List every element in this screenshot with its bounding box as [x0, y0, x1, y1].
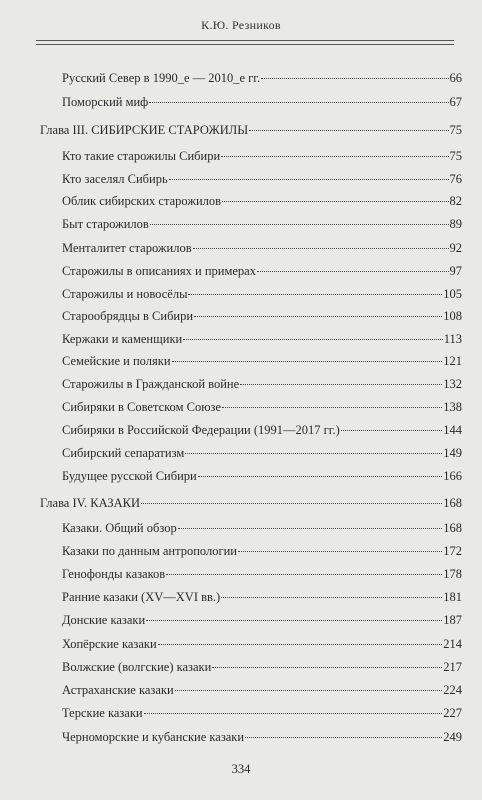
toc-entry: [62, 193, 462, 209]
toc-entry-page: 224: [443, 683, 462, 697]
toc-entry-page: 172: [443, 544, 462, 558]
toc-entry-title: Старожилы в описаниях и примерах: [62, 264, 256, 278]
dot-leader: [185, 452, 442, 454]
toc-entry-title: Сибирский сепаратизм: [62, 446, 185, 460]
toc-entry: [62, 263, 462, 279]
dot-leader: [221, 596, 442, 598]
toc-entry: [62, 566, 462, 582]
header-rule-thin: [36, 44, 454, 45]
toc-entry-title: Ранние казаки (XV—XVI вв.): [62, 590, 221, 604]
dot-leader: [221, 155, 448, 157]
toc-entry-page: 66: [449, 71, 462, 85]
toc-entry: [62, 308, 462, 324]
toc-entry-title: Старожилы и новосёлы: [62, 287, 188, 301]
toc-entry: [62, 445, 462, 461]
toc-entry: [62, 399, 462, 415]
toc-entry-title: Русский Север в 1990_е — 2010_е гг.: [62, 71, 261, 85]
dot-leader: [194, 315, 442, 317]
dot-leader: [188, 293, 442, 295]
toc-entry-page: 138: [443, 400, 462, 414]
toc-entry-page: 168: [443, 521, 462, 535]
toc-entry-page: 105: [443, 287, 462, 301]
toc-entry-page: 144: [443, 423, 462, 437]
toc-chapter-entry: [40, 122, 462, 138]
toc-entry-page: 214: [443, 637, 462, 651]
toc-entry-title: Казаки по данным антропологии: [62, 544, 237, 558]
toc-entry: [62, 353, 462, 369]
dot-leader: [245, 736, 442, 738]
toc-entry-page: 97: [449, 264, 462, 278]
toc-entry-title: Старообрядцы в Сибири: [62, 309, 194, 323]
dot-leader: [341, 429, 442, 431]
toc-entry-title: Кержаки и каменщики: [62, 332, 183, 346]
running-header: К.Ю. Резников: [201, 18, 281, 32]
toc-entry: [62, 331, 462, 347]
toc-entry: [62, 70, 462, 86]
toc-entry: [62, 729, 462, 745]
dot-leader: [150, 223, 449, 225]
toc-entry-title: Быт старожилов: [62, 217, 149, 231]
toc-entry-title: Будущее русской Сибири: [62, 469, 197, 483]
dot-leader: [193, 247, 449, 249]
toc-entry-page: 67: [449, 95, 462, 109]
dot-leader: [149, 101, 448, 103]
toc-entry-title: Терские казаки: [62, 706, 143, 720]
toc-entry-title: Волжские (волгские) казаки: [62, 660, 212, 674]
dot-leader: [141, 502, 442, 504]
dot-leader: [146, 619, 442, 621]
toc-entry-page: 168: [443, 496, 462, 510]
dot-leader: [178, 527, 443, 529]
toc-entry: [62, 216, 462, 232]
toc-entry: [62, 171, 462, 187]
toc-entry-title: Облик сибирских старожилов: [62, 194, 222, 208]
toc-entry: [62, 422, 462, 438]
toc-entry-title: Хопёрские казаки: [62, 637, 157, 651]
toc-entry-title: Глава IV. КАЗАКИ: [40, 496, 141, 510]
header-rule: [36, 40, 454, 41]
toc-entry-page: 166: [443, 469, 462, 483]
toc-entry-page: 227: [443, 706, 462, 720]
toc-entry: [62, 520, 462, 536]
toc-entry-page: 121: [443, 354, 462, 368]
toc-entry: [62, 589, 462, 605]
toc-entry-title: Семейские и поляки: [62, 354, 171, 368]
toc-entry-title: Сибиряки в Советском Союзе: [62, 400, 222, 414]
dot-leader: [257, 270, 449, 272]
toc-entry: [62, 682, 462, 698]
dot-leader: [158, 643, 443, 645]
dot-leader: [222, 406, 442, 408]
toc-entry-page: 89: [449, 217, 462, 231]
toc-entry-page: 82: [449, 194, 462, 208]
toc-entry-page: 75: [449, 149, 462, 163]
toc-entry-page: 249: [443, 730, 462, 744]
dot-leader: [175, 689, 443, 691]
toc-entry-title: Казаки. Общий обзор: [62, 521, 177, 535]
toc-entry-page: 181: [443, 590, 462, 604]
toc-entry-title: Поморский миф: [62, 95, 149, 109]
toc-entry-page: 217: [443, 660, 462, 674]
dot-leader: [166, 573, 442, 575]
toc-entry-title: Менталитет старожилов: [62, 241, 192, 255]
toc-entry: [62, 659, 462, 675]
dot-leader: [144, 712, 443, 714]
toc-entry-page: 149: [443, 446, 462, 460]
toc-entry-page: 113: [443, 332, 462, 346]
dot-leader: [212, 666, 442, 668]
toc-entry-title: Генофонды казаков: [62, 567, 166, 581]
dot-leader: [169, 178, 449, 180]
dot-leader: [183, 338, 443, 340]
toc-entry-page: 187: [443, 613, 462, 627]
toc-chapter-entry: [40, 495, 462, 511]
dot-leader: [261, 77, 448, 79]
page-number: 334: [231, 762, 251, 776]
toc-entry-page: 132: [443, 377, 462, 391]
toc-entry: [62, 612, 462, 628]
toc-entry: [62, 705, 462, 721]
dot-leader: [198, 475, 443, 477]
toc-entry-page: 76: [449, 172, 462, 186]
toc-entry: [62, 94, 462, 110]
toc-entry: [62, 148, 462, 164]
toc-entry-page: 178: [443, 567, 462, 581]
dot-leader: [172, 360, 443, 362]
toc-entry-title: Глава III. СИБИРСКИЕ СТАРОЖИЛЫ: [40, 123, 249, 137]
toc-entry: [62, 240, 462, 256]
dot-leader: [238, 550, 442, 552]
toc-entry: [62, 468, 462, 484]
toc-entry: [62, 376, 462, 392]
toc-entry-title: Старожилы в Гражданской войне: [62, 377, 240, 391]
toc-entry-title: Донские казаки: [62, 613, 146, 627]
toc-entry-page: 108: [443, 309, 462, 323]
toc-entry-title: Сибиряки в Российской Федерации (1991—2017 гг.): [62, 423, 340, 437]
toc-entry-page: 92: [449, 241, 462, 255]
dot-leader: [249, 129, 448, 131]
toc-entry: [62, 636, 462, 652]
toc-entry: [62, 286, 462, 302]
toc-entry-title: Кто заселял Сибирь: [62, 172, 168, 186]
toc-entry-title: Кто такие старожилы Сибири: [62, 149, 221, 163]
toc-entry: [62, 543, 462, 559]
toc-entry-page: 75: [449, 123, 462, 137]
toc-entry-title: Черноморские и кубанские казаки: [62, 730, 245, 744]
dot-leader: [240, 383, 442, 385]
dot-leader: [222, 200, 448, 202]
toc-entry-title: Астраханские казаки: [62, 683, 174, 697]
